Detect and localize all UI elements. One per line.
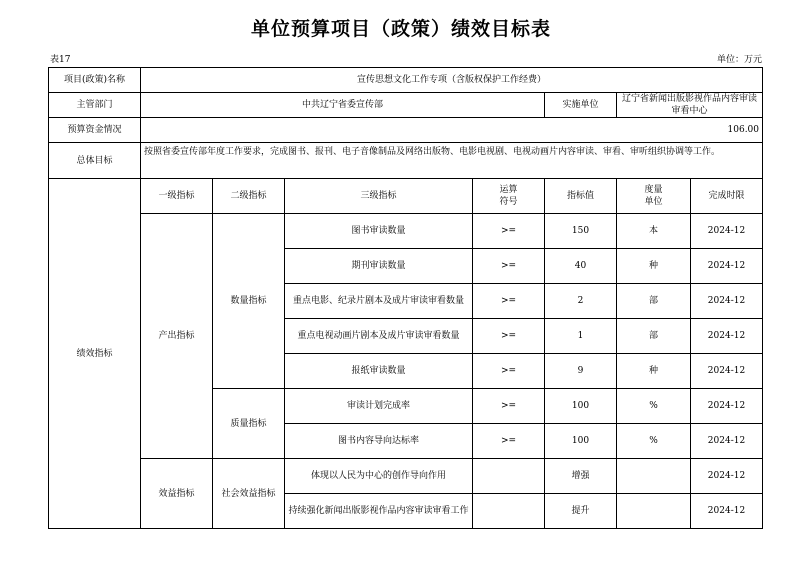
- table-row: [49, 214, 763, 249]
- indicator-unit: [617, 494, 691, 529]
- indicator-value: 100: [545, 389, 617, 424]
- indicator-op: >=: [473, 319, 545, 354]
- header-level1: 一级指标: [141, 179, 213, 214]
- indicator-unit: 部: [617, 284, 691, 319]
- indicator-unit: 部: [617, 319, 691, 354]
- indicator-name: 体现以人民为中心的创作导向作用: [285, 459, 473, 494]
- indicator-time: 2024-12: [691, 459, 763, 494]
- group-social: 社会效益指标: [213, 459, 285, 529]
- indicator-op: [473, 494, 545, 529]
- header-level2: 二级指标: [213, 179, 285, 214]
- header-time: 完成时限: [691, 179, 763, 214]
- dept-value: 中共辽宁省委宣传部: [141, 93, 545, 118]
- indicator-unit: %: [617, 389, 691, 424]
- indicator-name: 期刊审读数量: [285, 249, 473, 284]
- impl-label: 实施单位: [545, 93, 617, 118]
- project-name: 宣传思想文化工作专项（含版权保护工作经费）: [141, 68, 763, 93]
- indicator-op: >=: [473, 424, 545, 459]
- group-benefit: 效益指标: [141, 459, 213, 529]
- indicator-value: 增强: [545, 459, 617, 494]
- indicator-label: 绩效指标: [49, 179, 141, 529]
- indicator-name: 持续强化新闻出版影视作品内容审读审看工作: [285, 494, 473, 529]
- indicator-time: 2024-12: [691, 389, 763, 424]
- indicator-time: 2024-12: [691, 214, 763, 249]
- group-quality: 质量指标: [213, 389, 285, 459]
- project-row: [49, 68, 763, 93]
- indicator-value: 150: [545, 214, 617, 249]
- dept-label: 主管部门: [49, 93, 141, 118]
- indicator-value: 1: [545, 319, 617, 354]
- indicator-name: 审读计划完成率: [285, 389, 473, 424]
- indicator-op: >=: [473, 249, 545, 284]
- header-level3: 三级指标: [285, 179, 473, 214]
- project-label: 项目(政策)名称: [49, 68, 141, 93]
- indicator-op: [473, 459, 545, 494]
- indicator-value: 100: [545, 424, 617, 459]
- indicator-unit: [617, 459, 691, 494]
- group-quantity: 数量指标: [213, 214, 285, 389]
- goal-row: [49, 143, 763, 179]
- indicator-op: >=: [473, 389, 545, 424]
- table-row: [49, 459, 763, 494]
- indicator-time: 2024-12: [691, 319, 763, 354]
- department-row: [49, 93, 763, 118]
- indicator-name: 报纸审读数量: [285, 354, 473, 389]
- indicator-unit: %: [617, 424, 691, 459]
- indicator-name: 重点电影、纪录片剧本及成片审读审看数量: [285, 284, 473, 319]
- unit-label: 单位：万元: [716, 55, 762, 65]
- page-title: 单位预算项目（政策）绩效目标表: [250, 18, 551, 40]
- fund-row: [49, 118, 763, 143]
- indicator-time: 2024-12: [691, 354, 763, 389]
- header-unit: 度量 单位: [617, 179, 691, 214]
- header-row: [49, 179, 763, 214]
- indicator-time: 2024-12: [691, 249, 763, 284]
- indicator-value: 提升: [545, 494, 617, 529]
- header-value: 指标值: [545, 179, 617, 214]
- indicator-name: 重点电视动画片剧本及成片审读审看数量: [285, 319, 473, 354]
- indicator-name: 图书审读数量: [285, 214, 473, 249]
- group-output: 产出指标: [141, 214, 213, 459]
- indicator-name: 图书内容导向达标率: [285, 424, 473, 459]
- indicator-unit: 种: [617, 354, 691, 389]
- indicator-op: >=: [473, 214, 545, 249]
- indicator-time: 2024-12: [691, 494, 763, 529]
- indicator-unit: 本: [617, 214, 691, 249]
- fund-value: 106.00: [141, 118, 763, 143]
- indicator-op: >=: [473, 354, 545, 389]
- fund-label: 预算资金情况: [49, 118, 141, 143]
- impl-value: 辽宁省新闻出版影视作品内容审读审看中心: [617, 93, 763, 118]
- goal-text: 按照省委宣传部年度工作要求，完成图书、报刊、电子音像制品及网络出版物、电影电视剧、电视动画片内容审读、审看、审听组织协调等工作。: [141, 143, 763, 179]
- indicator-unit: 种: [617, 249, 691, 284]
- indicator-value: 2: [545, 284, 617, 319]
- indicator-value: 9: [545, 354, 617, 389]
- performance-table: [48, 67, 763, 529]
- indicator-time: 2024-12: [691, 284, 763, 319]
- goal-label: 总体目标: [49, 143, 141, 179]
- indicator-op: >=: [473, 284, 545, 319]
- indicator-value: 40: [545, 249, 617, 284]
- table-number: 表17: [50, 55, 71, 65]
- header-operator: 运算 符号: [473, 179, 545, 214]
- indicator-time: 2024-12: [691, 424, 763, 459]
